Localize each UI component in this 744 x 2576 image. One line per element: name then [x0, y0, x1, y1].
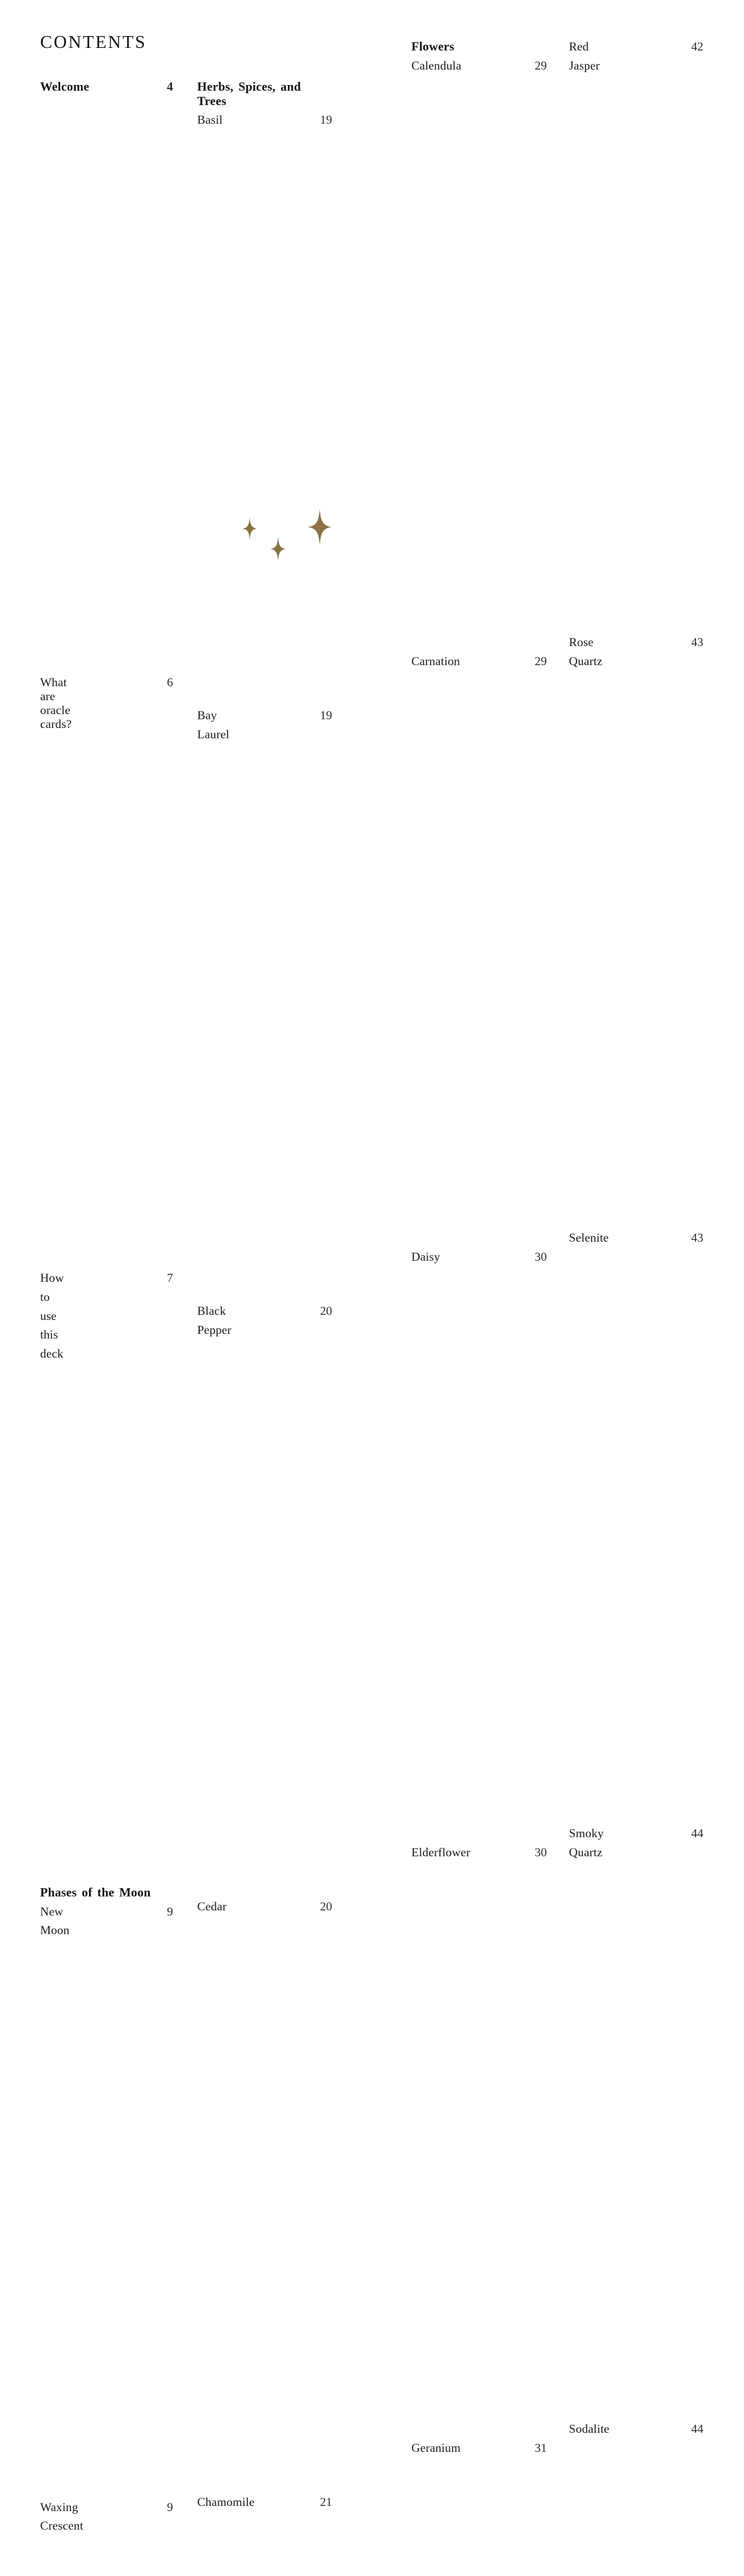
toc-entry-label: Daisy — [411, 1250, 440, 1264]
toc-entry-page: 20 — [227, 1897, 332, 2493]
toc-entry-page: 7 — [64, 1269, 173, 1865]
toc-entry-page: 9 — [83, 2498, 173, 2576]
toc-entry-label: What are oracle cards? — [40, 676, 72, 731]
toc-entry-page: 9 — [70, 1903, 173, 2498]
toc-entry — [197, 1302, 332, 1897]
toc-entry-page: 21 — [254, 2493, 332, 2576]
toc-section — [197, 78, 332, 2576]
toc-entry — [197, 1897, 332, 2493]
toc-entry-label: Bay Laurel — [197, 709, 230, 742]
toc-entry — [569, 633, 703, 1229]
sparkle-star-icon — [270, 537, 286, 561]
section-heading-page: 4 — [89, 78, 173, 673]
toc-entry-label: Sodalite — [569, 2422, 610, 2436]
toc-entry-page: 19 — [230, 706, 332, 1302]
toc-entry — [411, 57, 547, 652]
toc-entry-label: New Moon — [40, 1905, 70, 1938]
toc-entry — [569, 1229, 703, 1824]
toc-section — [569, 38, 703, 2576]
toc-entry-page: 44 — [604, 1824, 703, 2420]
toc-column-1 — [40, 78, 173, 2576]
toc-entry — [569, 38, 703, 633]
toc-section-heading — [411, 38, 547, 57]
toc-entry-page: 6 — [72, 673, 173, 1269]
toc-entry-page: 19 — [222, 111, 332, 706]
toc-entry — [411, 2439, 547, 2576]
toc-entry-label: Elderflower — [411, 1845, 471, 1859]
toc-entry-label: Geranium — [411, 2441, 461, 2455]
toc-column-2 — [197, 78, 332, 2576]
toc-entry — [197, 111, 332, 706]
toc-entry — [197, 706, 332, 1302]
toc-entry — [411, 1248, 547, 1843]
toc-column-3 — [411, 38, 547, 2576]
sparkle-star-icon — [308, 509, 332, 545]
toc-entry-label: Calendula — [411, 59, 462, 73]
toc-entry-label: Rose Quartz — [569, 636, 603, 668]
sparkle-star-icon — [243, 517, 257, 540]
toc-entry-label: Cedar — [197, 1900, 227, 1914]
toc-entry-label: Basil — [197, 113, 223, 127]
toc-entry-page: 42 — [600, 38, 703, 633]
page-title: CONTENTS — [40, 32, 147, 52]
toc-entry — [197, 2493, 332, 2576]
toc-entry — [569, 1824, 703, 2420]
toc-section — [40, 78, 173, 1865]
toc-entry-label: Carnation — [411, 654, 460, 668]
toc-entry — [40, 673, 173, 1269]
toc-entry-page: 43 — [609, 1229, 703, 1824]
toc-section — [411, 38, 547, 2576]
toc-entry-page: 30 — [470, 1843, 547, 2439]
toc-section-heading — [197, 78, 332, 111]
toc-entry-page: 30 — [440, 1248, 547, 1843]
toc-entry-page: 43 — [602, 633, 703, 1229]
toc-entry-label: How to use this deck — [40, 1272, 64, 1361]
toc-entry-page: 31 — [461, 2439, 547, 2576]
toc-entry-page: 44 — [610, 2420, 703, 2576]
toc-entry-label: Waxing Crescent — [40, 2500, 83, 2533]
toc-entry — [40, 1269, 173, 1865]
toc-entry — [411, 652, 547, 1248]
toc-entry — [411, 1843, 547, 2439]
toc-entry-label: Chamomile — [197, 2496, 255, 2510]
toc-entry — [569, 2420, 703, 2576]
toc-entry-label: Smoky Quartz — [569, 1827, 604, 1859]
section-heading-label: Welcome — [40, 80, 90, 94]
toc-entry-page: 20 — [231, 1302, 332, 1897]
toc-section — [40, 1884, 173, 2576]
section-heading-label: Herbs, Spices, and Trees — [197, 80, 301, 108]
toc-entry-page: 29 — [460, 652, 547, 1248]
toc-entry-label: Black Pepper — [197, 1304, 232, 1337]
toc-entry — [40, 1903, 173, 2498]
toc-entry-label: Red Jasper — [569, 40, 600, 73]
section-heading-label: Flowers — [411, 40, 455, 54]
section-heading-label: Phases of the Moon — [40, 1886, 151, 1900]
toc-entry-label: Selenite — [569, 1231, 609, 1245]
toc-section-heading — [40, 1884, 173, 1903]
toc-section-heading — [40, 78, 173, 673]
toc-entry-page: 29 — [461, 57, 547, 652]
toc-entry — [40, 2498, 173, 2576]
toc-column-4 — [569, 38, 703, 2576]
